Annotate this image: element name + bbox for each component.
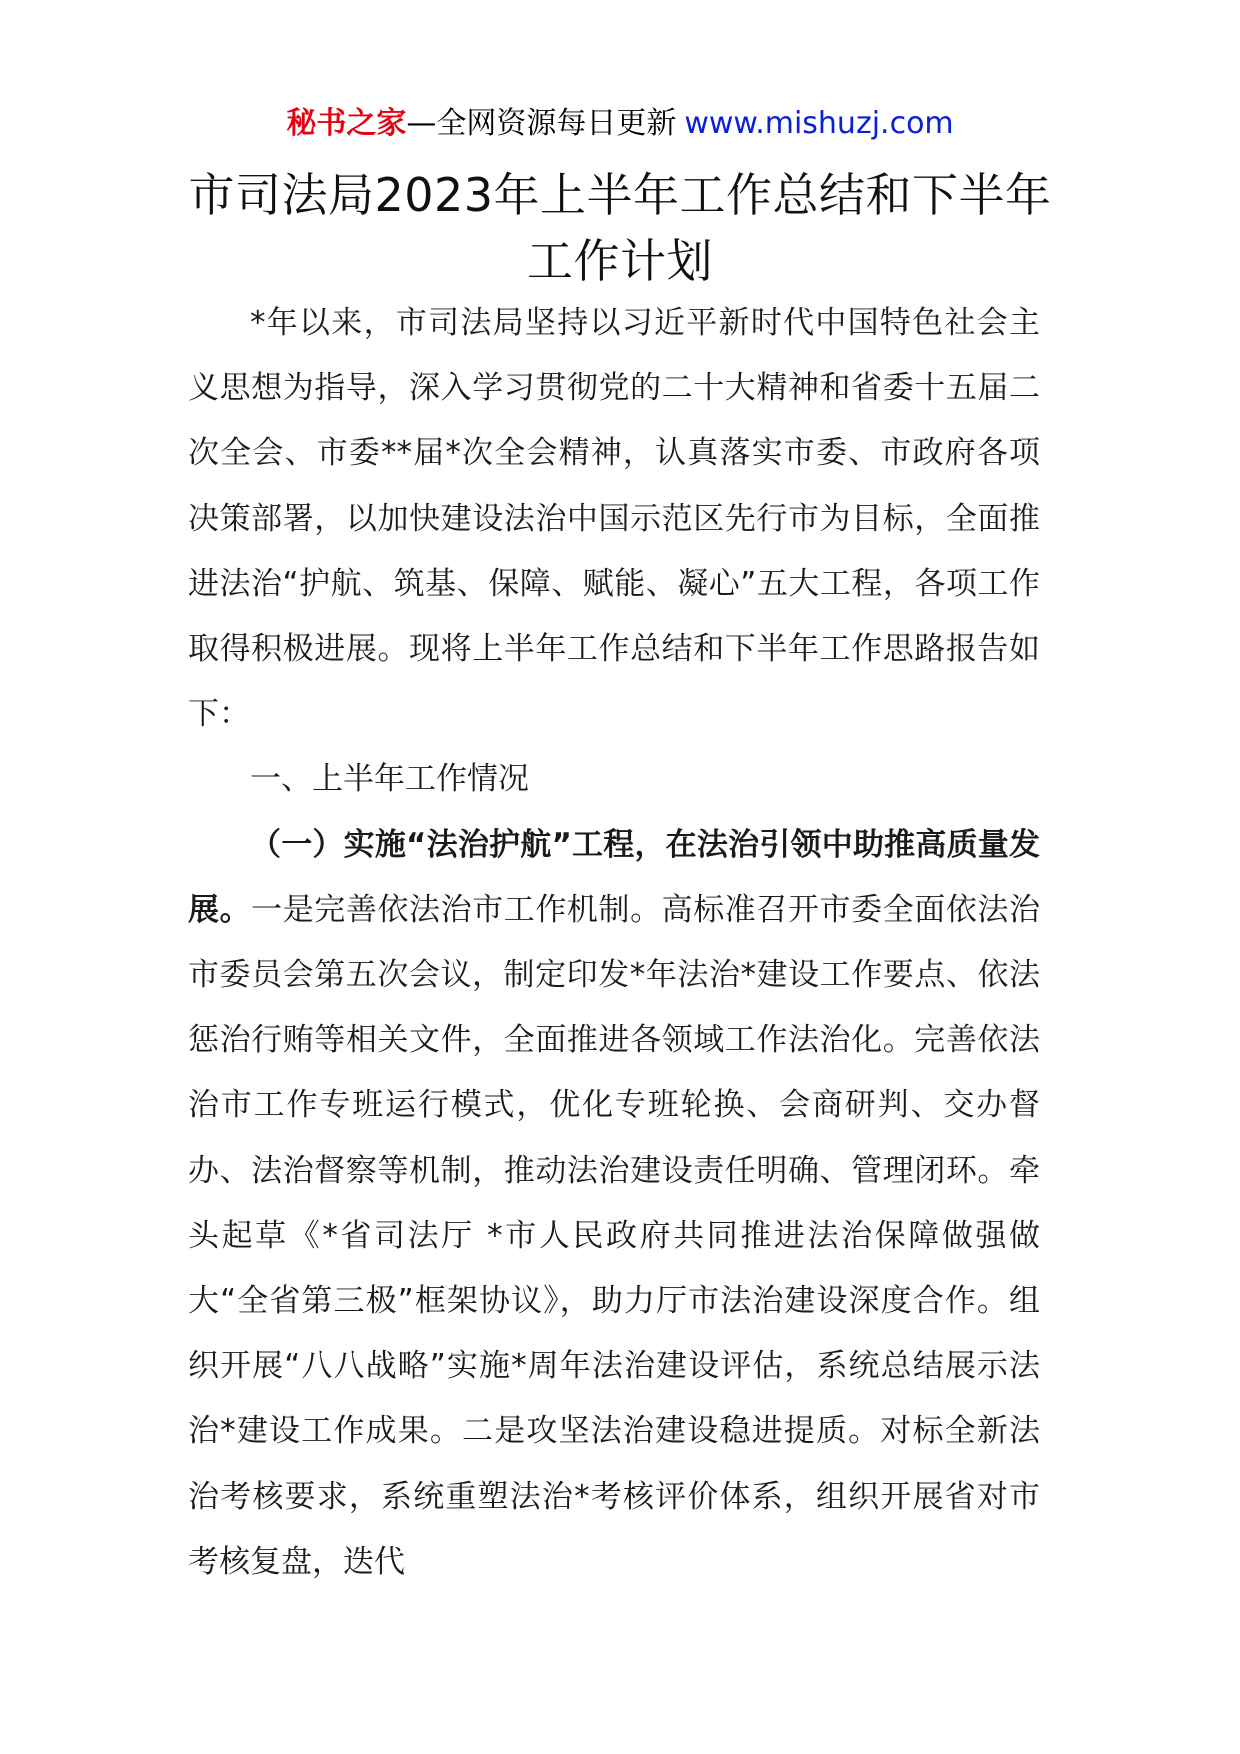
section-heading: 一、上半年工作情况 [250,761,529,798]
intro-paragraph: *年以来，市司法局坚持以习近平新时代中国特色社会主义思想为指导，深入学习贯彻党的二十大精神和省委十五届二次全会、市委**届*次全会精神，认真落实市委、市政府各项决策部署，以加快建设法治中国示范区先行市为目标，全面推进法治“护航、筑基、保障、赋能、凝心”五大工程，各项工作取得积极进展。现将上半年工作总结和下半年工作思路报告如下： [188,305,1040,733]
subsection-paragraph [188,813,1040,1595]
document-title: 市司法局2023年上半年工作总结和下半年工作计划 [188,168,1052,288]
subsection-text: 一是完善依法治市工作机制。高标准召开市委全面依法治市委员会第五次会议，制定印发*年法治*建设工作要点、依法惩治行贿等相关文件，全面推进各领域工作法治化。完善依法治市工作专班运行模式，优化专班轮换、会商研判、交办督办、法治督察等机制，推动法治建设责任明确、管理闭环。牵头起草《*省司法厅 *市人民政府共同推进法治保障做强做大“全省第三极”框架协议》，助力厅市法治建设深度合作。组织开展“八八战略”实施*周年法治建设评估，系统总结展示法治*建设工作成果。二是攻坚法治建设稳进提质。对标全新法治考核要求，系统重塑法治*考核评价体系，组织开展省对市考核复盘，迭代 [188,891,1040,1580]
site-header [0,102,1240,146]
header-tagline: —全网资源每日更新 [406,106,677,141]
brand-name: 秘书之家 [286,106,407,141]
subsection-heading: （一）实施“法治护航”工程，在法治引领中助推高质量发展。 [188,826,1040,928]
site-url-link[interactable]: www.mishuzj.com [684,106,954,141]
document-body [188,291,1040,1595]
